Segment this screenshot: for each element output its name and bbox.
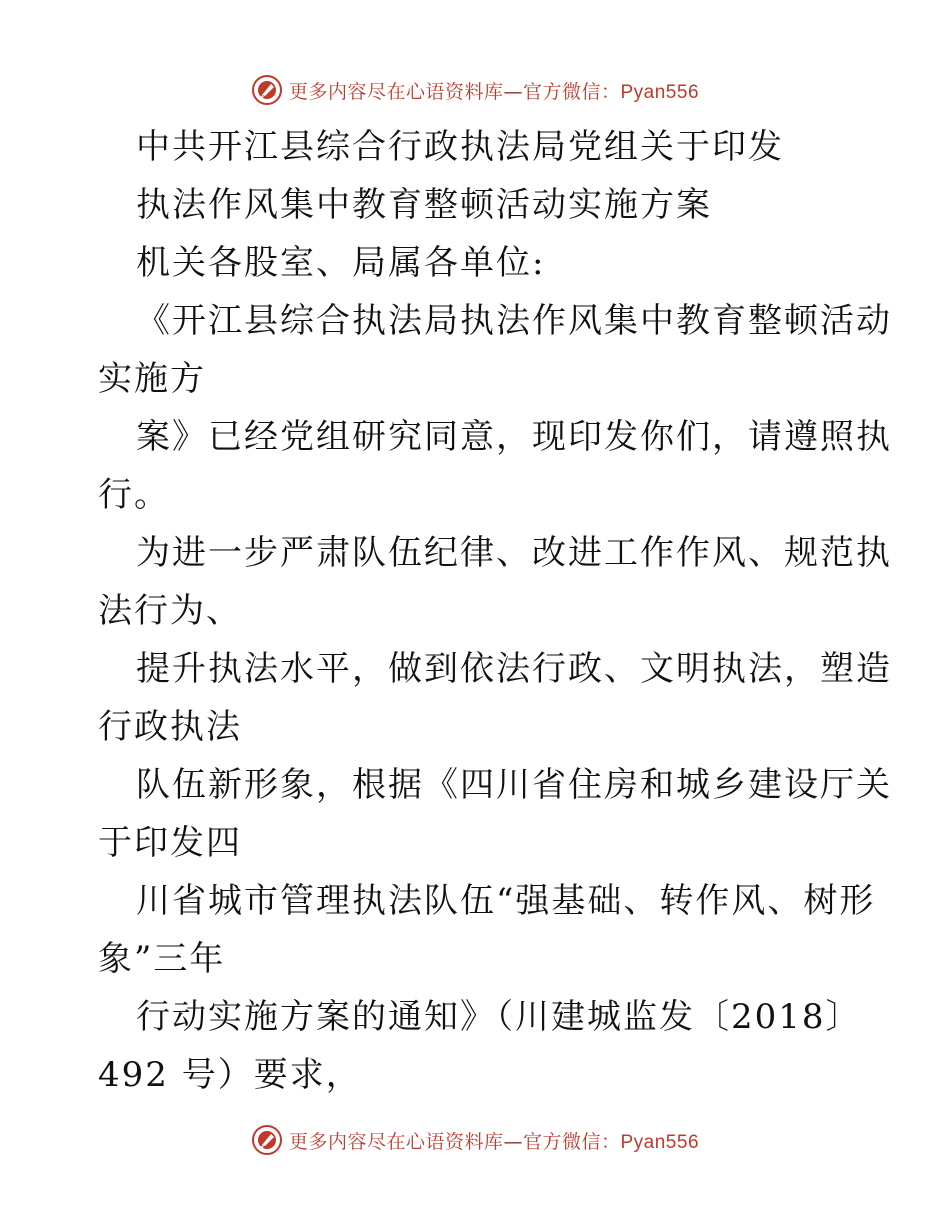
body-line: 队伍新形象，根据《四川省住房和城乡建设厅关 [136,765,892,805]
body-line: 案》已经党组研究同意，现印发你们，请遵照执 [136,417,892,457]
body-line: 492 号）要求， [98,1055,362,1095]
recipients-line: 机关各股室、局属各单位: [136,243,546,283]
body-line: 为进一步严肃队伍纪律、改进工作作风、规范执 [136,533,892,573]
pen-logo-icon [251,1124,283,1156]
body-line: 行政执法 [98,707,242,747]
body-line: 于印发四 [98,823,242,863]
body-line: 实施方 [98,359,206,399]
header-watermark [0,70,950,110]
body-line: 法行为、 [98,591,242,631]
body-line: 象”三年 [98,939,226,979]
pen-logo-icon [251,74,283,106]
document-title-line-2: 执法作风集中教育整顿活动实施方案 [136,185,712,225]
body-line: 行动实施方案的通知》（川建城监发〔2018〕 [136,997,862,1037]
document-body [98,118,892,1104]
watermark-text: 更多内容尽在心语资料库—官方微信：Pyan556 [288,80,700,103]
body-line: 川省城市管理执法队伍“强基础、转作风、树形 [136,881,876,921]
body-line: 行。 [98,475,170,515]
document-title-line-1: 中共开江县综合行政执法局党组关于印发 [136,127,784,167]
watermark-text: 更多内容尽在心语资料库—官方微信：Pyan556 [288,1130,700,1153]
body-line: 《开江县综合执法局执法作风集中教育整顿活动 [136,301,892,341]
body-line: 提升执法水平，做到依法行政、文明执法，塑造 [136,649,892,689]
footer-watermark [0,1120,950,1160]
